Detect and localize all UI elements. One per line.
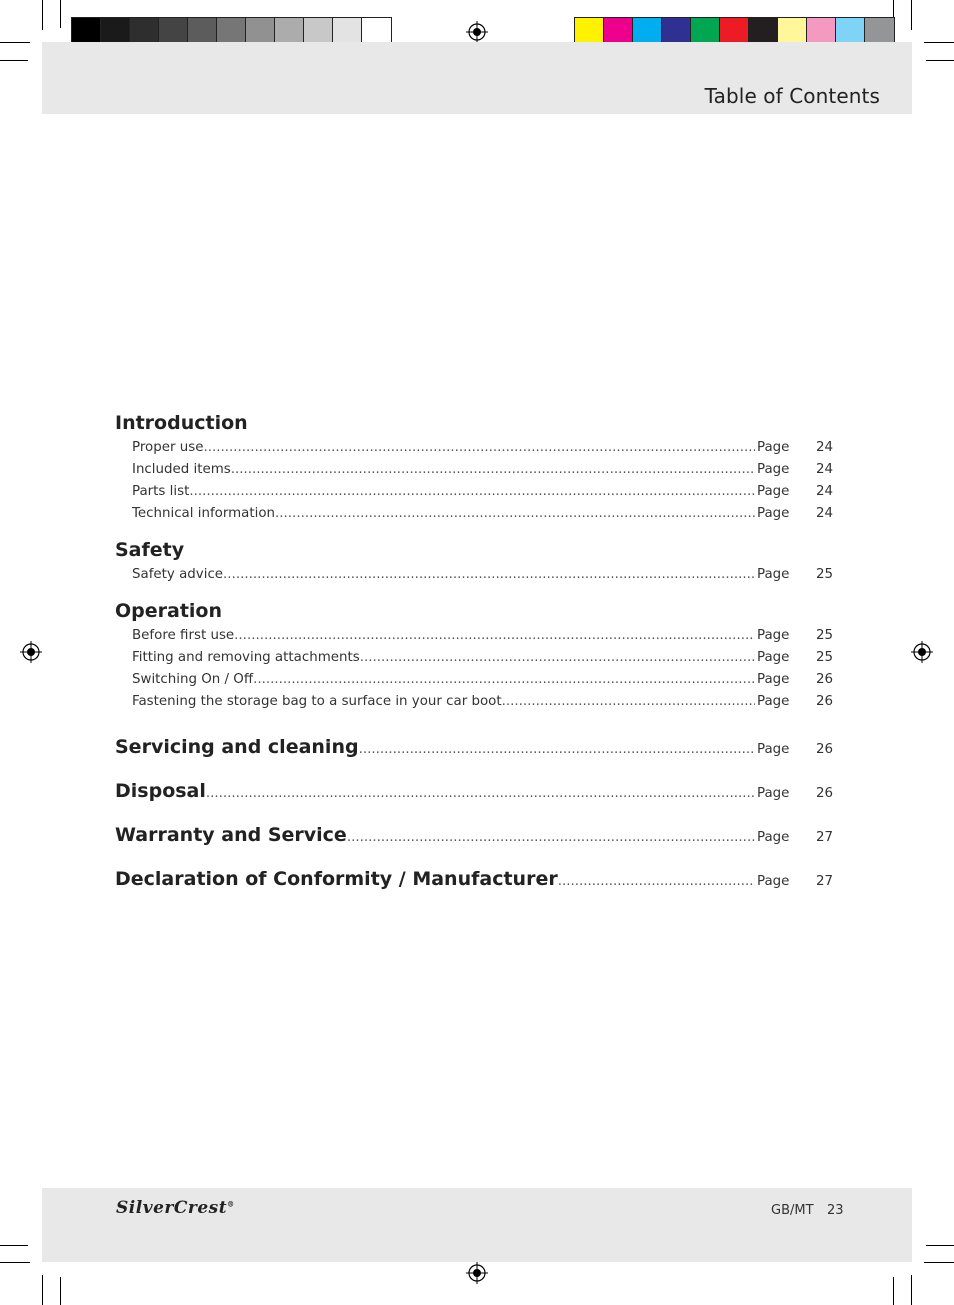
page-number: 27 xyxy=(815,874,833,889)
page-number: 25 xyxy=(815,628,833,643)
toc-entry[interactable] xyxy=(115,503,833,525)
color-swatch xyxy=(72,18,101,45)
dot-leader xyxy=(203,437,755,459)
page-number: 24 xyxy=(815,506,833,521)
page-number: 25 xyxy=(815,567,833,582)
color-swatch xyxy=(778,18,807,45)
page-word: Page xyxy=(757,874,790,889)
color-swatch xyxy=(662,18,691,45)
registration-mark-icon xyxy=(466,21,488,43)
major-label: Disposal xyxy=(115,780,206,802)
page-word: Page xyxy=(757,672,790,687)
registration-mark-icon xyxy=(911,641,933,663)
toc-major-entry[interactable] xyxy=(115,769,833,813)
toc-major-entry[interactable] xyxy=(115,857,833,901)
dot-leader xyxy=(223,564,755,586)
crop-mark xyxy=(893,1277,894,1305)
toc-entry[interactable] xyxy=(115,437,833,459)
toc-entry[interactable] xyxy=(115,564,833,586)
page-word: Page xyxy=(757,484,790,499)
section-heading: Introduction xyxy=(115,412,248,434)
dot-leader xyxy=(253,669,755,691)
crop-mark xyxy=(926,60,954,61)
toc-major-entry[interactable] xyxy=(115,813,833,857)
page-number: 26 xyxy=(815,742,833,757)
logo-text: SilverCrest xyxy=(116,1198,228,1218)
color-swatch xyxy=(333,18,362,45)
crop-mark xyxy=(924,42,954,43)
entry-label: Safety advice xyxy=(132,567,224,582)
color-swatch xyxy=(865,18,894,45)
major-label: Warranty and Service xyxy=(115,824,347,846)
color-swatch xyxy=(604,18,633,45)
color-swatch xyxy=(130,18,159,45)
color-swatch xyxy=(691,18,720,45)
page-word: Page xyxy=(757,742,790,757)
footer-page-number: 23 xyxy=(827,1203,844,1218)
entry-label: Switching On / Off xyxy=(132,672,254,687)
color-swatch xyxy=(159,18,188,45)
toc-entry[interactable] xyxy=(115,691,833,713)
major-label: Declaration of Conformity / Manufacturer xyxy=(115,868,558,890)
entry-label: Parts list xyxy=(132,484,190,499)
crop-mark xyxy=(0,60,28,61)
toc-entry[interactable] xyxy=(115,481,833,503)
page-word: Page xyxy=(757,650,790,665)
entry-label: Included items xyxy=(132,462,231,477)
dot-leader xyxy=(231,459,755,481)
crop-mark xyxy=(60,1277,61,1305)
color-swatch xyxy=(246,18,275,45)
page-word: Page xyxy=(757,440,790,455)
toc-entry[interactable] xyxy=(115,647,833,669)
toc-section-introduction xyxy=(115,410,833,525)
dot-leader xyxy=(206,772,755,816)
dot-leader xyxy=(558,860,755,904)
crop-mark xyxy=(42,1275,43,1305)
registration-mark-icon xyxy=(466,1262,488,1284)
crop-mark xyxy=(911,1275,912,1305)
color-swatch xyxy=(836,18,865,45)
dot-leader xyxy=(359,728,755,772)
entry-label: Proper use xyxy=(132,440,204,455)
page-number: 25 xyxy=(815,650,833,665)
toc-section-operation xyxy=(115,598,833,713)
color-swatch xyxy=(188,18,217,45)
color-swatch xyxy=(749,18,778,45)
crop-mark xyxy=(0,1245,28,1246)
toc-major-entry[interactable] xyxy=(115,725,833,769)
page-number: 26 xyxy=(815,694,833,709)
dot-leader xyxy=(502,691,755,713)
dot-leader xyxy=(275,503,755,525)
page-word: Page xyxy=(757,694,790,709)
page-word: Page xyxy=(757,628,790,643)
entry-label: Technical information xyxy=(132,506,276,521)
toc-entry[interactable] xyxy=(115,669,833,691)
registered-mark: ® xyxy=(227,1199,235,1209)
toc-entry[interactable] xyxy=(115,459,833,481)
dot-leader xyxy=(347,816,755,860)
toc-entry[interactable] xyxy=(115,625,833,647)
toc-section-safety xyxy=(115,537,833,586)
page-word: Page xyxy=(757,830,790,845)
table-of-contents xyxy=(115,410,833,901)
page-word: Page xyxy=(757,506,790,521)
entry-label: Fastening the storage bag to a surface in your car boot xyxy=(132,694,502,709)
section-heading: Safety xyxy=(115,539,185,561)
page-number: 26 xyxy=(815,786,833,801)
footer-language-code: GB/MT xyxy=(771,1203,814,1218)
crop-mark xyxy=(924,1262,954,1263)
color-swatch xyxy=(575,18,604,45)
page-word: Page xyxy=(757,462,790,477)
registration-mark-icon xyxy=(20,641,42,663)
page-number: 26 xyxy=(815,672,833,687)
crop-mark xyxy=(0,1262,30,1263)
page-number: 27 xyxy=(815,830,833,845)
page-word: Page xyxy=(757,786,790,801)
page-title: Table of Contents xyxy=(704,84,880,108)
brand-logo xyxy=(116,1198,235,1218)
entry-label: Fitting and removing attachments xyxy=(132,650,360,665)
color-swatch xyxy=(304,18,333,45)
major-label: Servicing and cleaning xyxy=(115,736,359,758)
crop-mark xyxy=(926,1245,954,1246)
color-swatch xyxy=(807,18,836,45)
page-word: Page xyxy=(757,567,790,582)
color-swatch xyxy=(633,18,662,45)
color-swatch xyxy=(275,18,304,45)
dot-leader xyxy=(189,481,755,503)
crop-mark xyxy=(60,0,61,28)
section-heading: Operation xyxy=(115,600,223,622)
crop-mark xyxy=(911,0,912,30)
dot-leader xyxy=(360,647,755,669)
color-swatch xyxy=(217,18,246,45)
page-number: 24 xyxy=(815,462,833,477)
dot-leader xyxy=(234,625,755,647)
crop-mark xyxy=(42,0,43,30)
crop-mark xyxy=(0,42,30,43)
color-swatch xyxy=(101,18,130,45)
color-swatch xyxy=(362,18,391,45)
entry-label: Before first use xyxy=(132,628,235,643)
page-number: 24 xyxy=(815,440,833,455)
color-swatch xyxy=(720,18,749,45)
page-number: 24 xyxy=(815,484,833,499)
